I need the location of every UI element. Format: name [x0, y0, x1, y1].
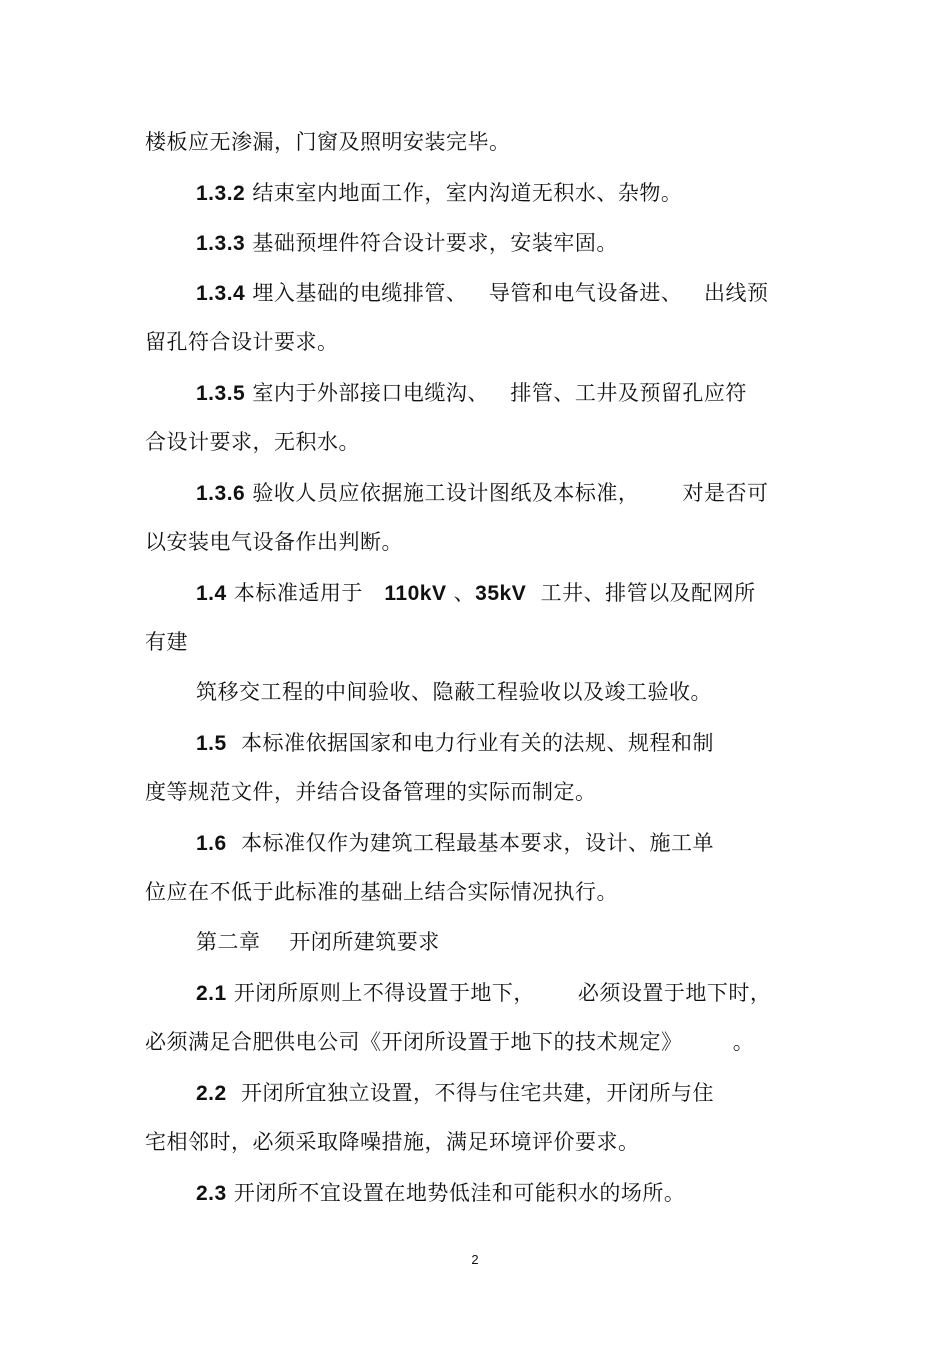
clause-text: 结束室内地面工作，室内沟道无积水、杂物。: [245, 181, 683, 205]
clause-text: 埋入基础的电缆排管、 导管和电气设备进、 出线预: [245, 281, 769, 305]
clause-text: 验收人员应依据施工设计图纸及本标准， 对是否可: [245, 481, 769, 505]
clause-number: 1.3.5: [196, 382, 246, 405]
clause-1-4: [196, 579, 756, 608]
clause-text: 开闭所原则上不得设置于地下， 必须设置于地下时，: [226, 981, 772, 1005]
clause-text: 工井、排管以及配网所: [526, 581, 756, 605]
text-line: 度等规范文件，并结合设备管理的实际而制定。: [145, 780, 597, 804]
clause-1-3-3: [196, 229, 618, 258]
clause-number: 1.3.4: [196, 282, 246, 305]
text-line: 必须满足合肥供电公司《开闭所设置于地下的技术规定》 。: [145, 1030, 755, 1054]
chapter-heading: 第二章 开闭所建筑要求: [196, 930, 440, 954]
clause-2-1: [196, 979, 771, 1008]
clause-number: 1.3.6: [196, 482, 246, 505]
clause-number: 1.3.2: [196, 182, 246, 205]
text-line: 位应在不低于此标准的基础上结合实际情况执行。: [145, 880, 618, 904]
clause-1-3-6: [196, 479, 768, 508]
text-line: 以安装电气设备作出判断。: [145, 530, 403, 554]
clause-number: 1.4: [196, 582, 227, 605]
text-line: 有建: [145, 630, 188, 654]
text-line: 留孔符合设计要求。: [145, 330, 339, 354]
clause-2-3: [196, 1179, 685, 1208]
voltage-35kv: 35kV: [475, 582, 527, 605]
clause-number: 2.2: [196, 1082, 227, 1105]
clause-text: 本标准适用于: [226, 581, 385, 605]
clause-text: 本标准仅作为建筑工程最基本要求，设计、施工单: [226, 831, 715, 855]
text-line: 楼板应无渗漏，门窗及照明安装完毕。: [145, 130, 511, 154]
clause-text: 开闭所不宜设置在地势低洼和可能积水的场所。: [226, 1181, 686, 1205]
clause-1-5: [196, 729, 714, 758]
clause-text: 、: [446, 581, 476, 605]
page-number: 2: [471, 1252, 479, 1267]
text-line: 宅相邻时，必须采取降噪措施，满足环境评价要求。: [145, 1130, 640, 1154]
clause-number: 2.1: [196, 982, 227, 1005]
clause-number: 1.5: [196, 732, 227, 755]
clause-1-3-4: [196, 279, 768, 308]
clause-number: 2.3: [196, 1182, 227, 1205]
clause-2-2: [196, 1079, 714, 1108]
text-line: 合设计要求，无积水。: [145, 430, 360, 454]
text-line: 筑移交工程的中间验收、隐蔽工程验收以及竣工验收。: [196, 680, 712, 704]
voltage-110kv: 110kV: [384, 582, 447, 605]
clause-1-3-2: [196, 179, 682, 208]
clause-text: 基础预埋件符合设计要求，安装牢固。: [245, 231, 618, 255]
clause-number: 1.6: [196, 832, 227, 855]
clause-text: 开闭所宜独立设置，不得与住宅共建，开闭所与住: [226, 1081, 715, 1105]
clause-text: 室内于外部接口电缆沟、 排管、工井及预留孔应符: [245, 381, 747, 405]
clause-1-3-5: [196, 379, 747, 408]
clause-text: 本标准依据国家和电力行业有关的法规、规程和制: [226, 731, 715, 755]
clause-1-6: [196, 829, 714, 858]
clause-number: 1.3.3: [196, 232, 246, 255]
